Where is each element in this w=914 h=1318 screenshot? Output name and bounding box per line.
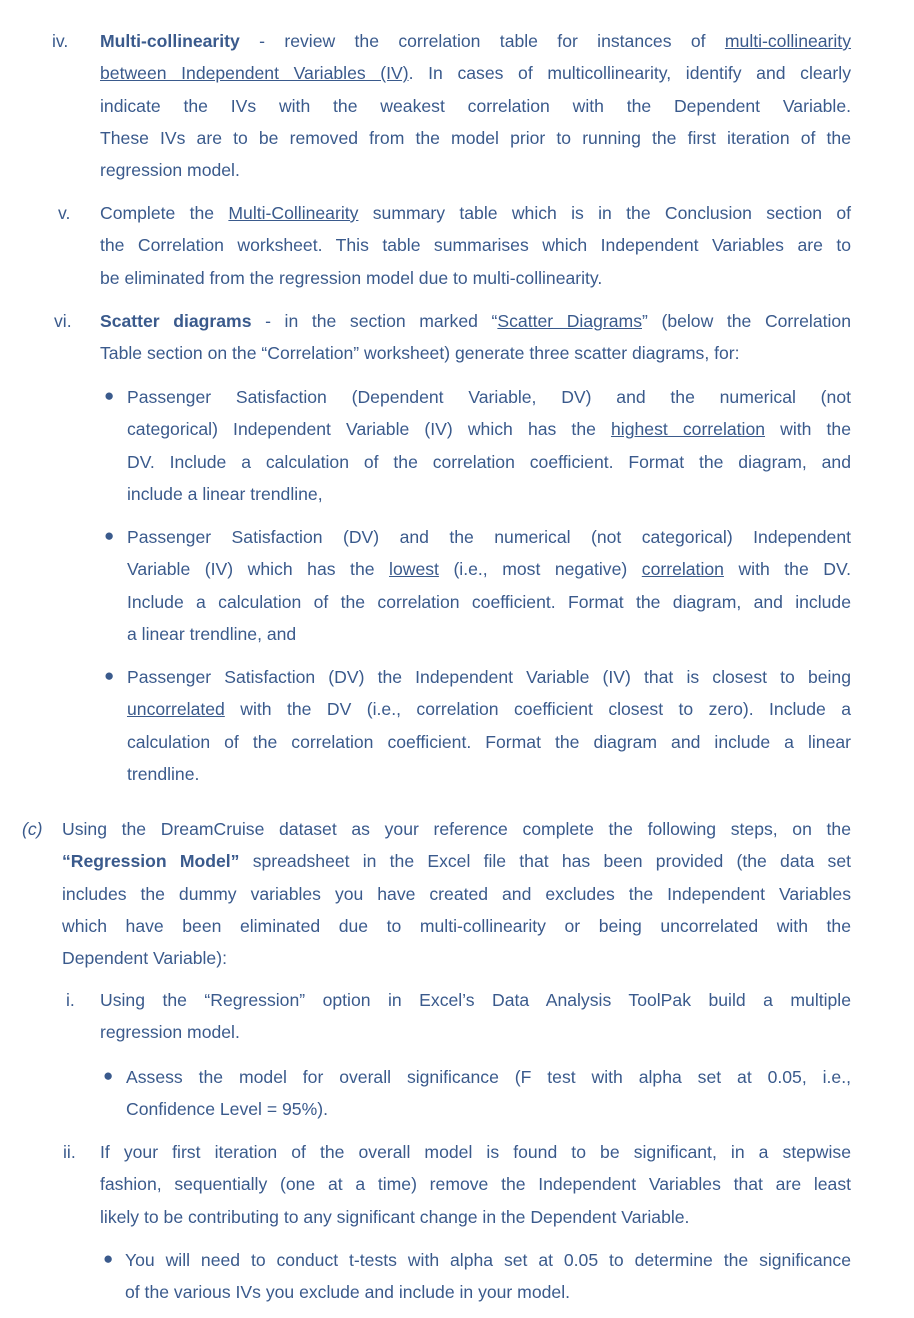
paragraph	[126, 1061, 851, 1126]
text-line	[62, 845, 851, 877]
text-line	[100, 984, 851, 1016]
text-span: calculation of the correlation coefficient. Format the diagram and include a linear	[127, 731, 851, 752]
text-span: with the	[765, 419, 851, 440]
text-span: - in the section marked “	[251, 311, 498, 331]
text-line	[127, 693, 851, 725]
bold-text: Scatter diagrams	[100, 311, 252, 331]
text-span: with the DV (i.e., correlation coefficient closest to zero). Include a	[224, 699, 851, 720]
text-line	[62, 910, 851, 942]
paragraph	[100, 1136, 851, 1233]
text-span: Using the DreamCruise dataset as your reference complete the following steps, on the	[62, 819, 851, 839]
text-line	[127, 521, 851, 553]
text-line	[126, 1093, 851, 1125]
text-span: Using the “Regression” option in Excel’s Data Analysis ToolPak build a multiple	[100, 990, 851, 1010]
text-span: fashion, sequentially (one at a time) remove the Independent Variables that are least	[100, 1174, 851, 1195]
text-line	[127, 758, 851, 790]
text-span: regression model.	[100, 1022, 240, 1043]
text-line	[127, 446, 851, 478]
text-span: Assess the model for overall significance (F test with alpha set at 0.05, i.e.,	[126, 1067, 851, 1087]
paragraph	[125, 1244, 851, 1309]
text-line	[100, 1168, 851, 1200]
text-span: summary table which is in the Conclusion section of	[358, 203, 851, 223]
bullet-icon: ●	[104, 526, 115, 545]
text-line	[100, 25, 851, 57]
text-line	[100, 57, 851, 89]
text-span: categorical) Independent Variable (IV) which has the	[127, 419, 612, 440]
text-span: a linear trendline, and	[127, 623, 297, 644]
text-span: (i.e., most negative)	[438, 559, 642, 580]
list-marker: iv.	[52, 31, 69, 51]
text-span: These IVs are to be removed from the model prior to running the first iteration of the	[100, 127, 851, 148]
section-marker: (c)	[22, 819, 43, 839]
underlined-text: correlation	[641, 559, 724, 580]
text-span: Passenger Satisfaction (Dependent Variable, DV) and the numerical (not	[127, 387, 851, 407]
text-line	[100, 229, 851, 261]
bullet-icon: ●	[104, 666, 115, 685]
text-line	[62, 878, 851, 910]
text-span: - review the correlation table for instances of	[239, 31, 725, 51]
text-span: Include a calculation of the correlation coefficient. Format the diagram, and include	[127, 591, 851, 612]
text-line	[126, 1061, 851, 1093]
text-span: Passenger Satisfaction (DV) the Independent Variable (IV) that is closest to being	[127, 667, 851, 687]
text-span: . In cases of multicollinearity, identify and clearly	[408, 63, 851, 84]
paragraph	[127, 521, 851, 650]
underlined-text: multi-collinearity	[724, 31, 851, 51]
underlined-text: Scatter Diagrams	[497, 311, 642, 331]
underlined-text: uncorrelated	[127, 699, 225, 720]
text-line	[125, 1244, 851, 1276]
text-span: the Correlation worksheet. This table summarises which Independent Variables are to	[100, 235, 851, 256]
paragraph	[127, 381, 851, 510]
text-span: Variable (IV) which has the	[127, 559, 390, 580]
underlined-text: between Independent Variables (IV)	[100, 63, 409, 84]
list-marker: v.	[58, 203, 71, 223]
text-line	[127, 618, 851, 650]
text-line	[127, 381, 851, 413]
text-line	[127, 726, 851, 758]
text-line	[62, 942, 851, 974]
text-span: You will need to conduct t-tests with alpha set at 0.05 to determine the significance	[125, 1250, 851, 1270]
text-span: ” (below the Correlation	[642, 311, 851, 331]
paragraph	[127, 661, 851, 790]
text-span: Complete the	[100, 203, 229, 223]
bold-text: “Regression Model”	[62, 851, 240, 872]
text-line	[100, 337, 851, 369]
text-line	[125, 1276, 851, 1308]
paragraph	[100, 197, 851, 294]
text-line	[127, 586, 851, 618]
text-line	[127, 478, 851, 510]
paragraph	[62, 813, 851, 974]
text-line	[100, 1201, 851, 1233]
text-span: If your first iteration of the overall model is found to be significant, in a stepwise	[100, 1142, 851, 1162]
bullet-icon: ●	[103, 1066, 114, 1085]
paragraph	[100, 305, 851, 370]
text-line	[100, 305, 851, 337]
list-marker: ii.	[63, 1142, 76, 1162]
text-line	[100, 1136, 851, 1168]
list-marker: i.	[66, 990, 75, 1010]
text-span: likely to be contributing to any significant change in the Dependent Variable.	[100, 1206, 690, 1227]
paragraph	[100, 984, 851, 1049]
bullet-icon: ●	[103, 1249, 114, 1268]
text-line	[100, 90, 851, 122]
text-line	[127, 413, 851, 445]
text-span: DV. Include a calculation of the correlation coefficient. Format the diagram, and	[127, 451, 851, 472]
text-line	[100, 262, 851, 294]
text-line	[100, 197, 851, 229]
text-span: spreadsheet in the Excel file that has been provided (the data set	[239, 851, 851, 872]
bullet-icon: ●	[104, 386, 115, 405]
text-span: be eliminated from the regression model due to multi-collinearity.	[100, 267, 603, 288]
text-span: indicate the IVs with the weakest correlation with the Dependent Variable.	[100, 95, 851, 116]
text-span: of the various IVs you exclude and include in your model.	[125, 1282, 570, 1303]
text-span: with the DV.	[723, 559, 851, 580]
text-line	[62, 813, 851, 845]
text-span: Dependent Variable):	[62, 948, 227, 969]
text-line	[127, 661, 851, 693]
text-span: trendline.	[127, 763, 200, 784]
text-span: Confidence Level = 95%).	[126, 1099, 328, 1120]
bold-text: Multi-collinearity	[100, 31, 240, 51]
text-span: include a linear trendline,	[127, 483, 323, 504]
underlined-text: lowest	[389, 559, 439, 580]
underlined-text: highest correlation	[611, 419, 766, 440]
text-span: includes the dummy variables you have created and excludes the Independent Variables	[62, 883, 851, 904]
paragraph	[100, 25, 851, 186]
text-line	[100, 1016, 851, 1048]
text-span: Passenger Satisfaction (DV) and the numerical (not categorical) Independent	[127, 527, 851, 547]
list-marker: vi.	[54, 311, 72, 331]
text-span: Table section on the “Correlation” worksheet) generate three scatter diagrams, for:	[100, 343, 740, 364]
text-line	[127, 553, 851, 585]
text-line	[100, 154, 851, 186]
text-span: which have been eliminated due to multi-collinearity or being uncorrelated with the	[62, 915, 851, 936]
text-span: regression model.	[100, 160, 240, 181]
text-line	[100, 122, 851, 154]
underlined-text: Multi-Collinearity	[228, 203, 359, 223]
